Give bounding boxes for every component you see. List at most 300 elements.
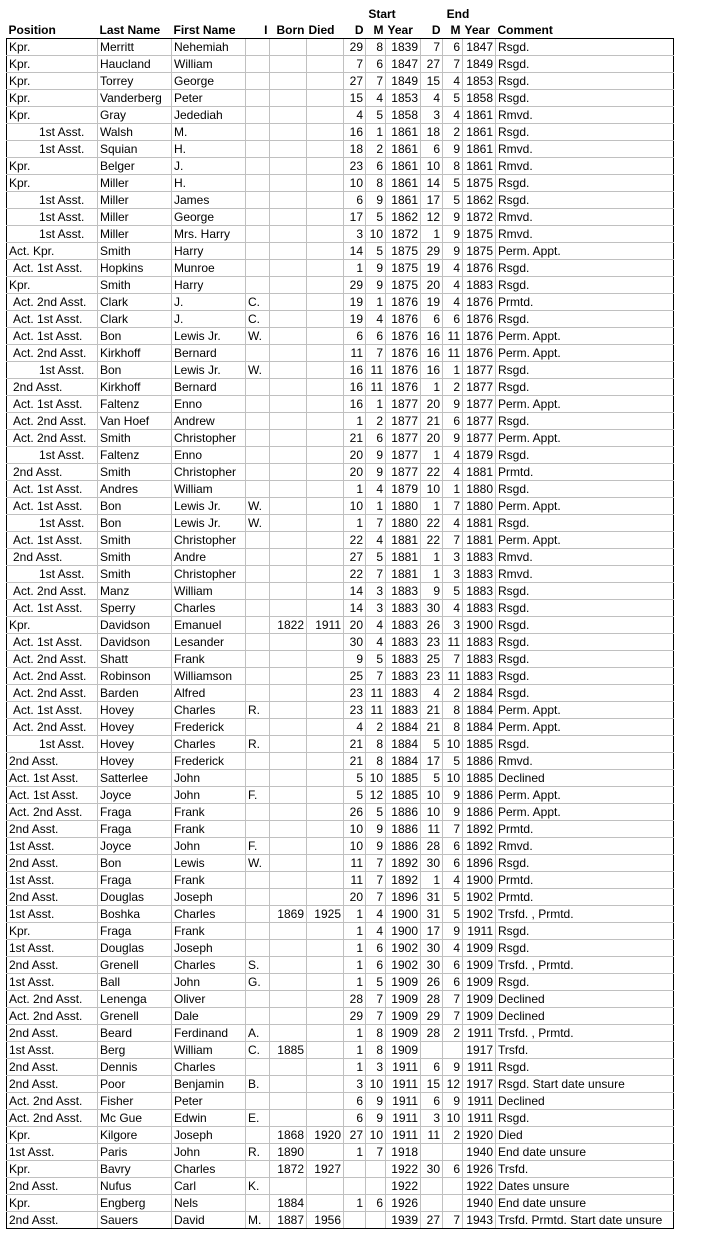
cell-start-day: 6: [344, 1093, 366, 1110]
cell-first-name: Charles: [172, 600, 246, 617]
cell-start-year: 1881: [386, 549, 421, 566]
cell-end-month: [443, 1178, 463, 1195]
cell-end-day: 22: [421, 464, 443, 481]
cell-start-month: 6: [366, 940, 386, 957]
table-row: [7, 1161, 674, 1178]
cell-born: [270, 311, 307, 328]
cell-end-day: 23: [421, 668, 443, 685]
cell-end-month: 10: [443, 770, 463, 787]
cell-start-month: 5: [366, 549, 386, 566]
cell-born: [270, 549, 307, 566]
column-header-end-month: M: [443, 22, 463, 39]
cell-start-day: 15: [344, 90, 366, 107]
cell-born: [270, 702, 307, 719]
cell-last-name: Engberg: [98, 1195, 172, 1212]
cell-end-month: 6: [443, 1161, 463, 1178]
cell-start-year: 1885: [386, 787, 421, 804]
cell-comment: Rsgd.: [496, 651, 674, 668]
cell-died: [307, 73, 344, 90]
cell-start-day: 21: [344, 430, 366, 447]
cell-born: [270, 243, 307, 260]
cell-end-month: 7: [443, 56, 463, 73]
cell-end-day: 17: [421, 192, 443, 209]
cell-last-name: Davidson: [98, 617, 172, 634]
cell-end-month: 3: [443, 566, 463, 583]
cell-start-month: 1: [366, 124, 386, 141]
cell-initial: [246, 447, 270, 464]
cell-first-name: Charles: [172, 1059, 246, 1076]
cell-died: [307, 770, 344, 787]
cell-start-day: 17: [344, 209, 366, 226]
cell-first-name: John: [172, 787, 246, 804]
cell-died: [307, 515, 344, 532]
cell-end-day: 28: [421, 1025, 443, 1042]
cell-died: 1927: [307, 1161, 344, 1178]
cell-last-name: Manz: [98, 583, 172, 600]
cell-comment: Perm. Appt.: [496, 430, 674, 447]
cell-end-day: 16: [421, 362, 443, 379]
cell-start-day: 7: [344, 56, 366, 73]
cell-end-year: 1883: [463, 634, 496, 651]
cell-born: [270, 940, 307, 957]
cell-end-day: 19: [421, 294, 443, 311]
cell-initial: [246, 1127, 270, 1144]
cell-died: [307, 1110, 344, 1127]
cell-start-month: 5: [366, 804, 386, 821]
cell-position: Kpr.: [7, 617, 98, 634]
cell-first-name: Frederick: [172, 753, 246, 770]
cell-initial: [246, 753, 270, 770]
cell-first-name: Lewis: [172, 855, 246, 872]
table-row: [7, 957, 674, 974]
cell-end-month: 10: [443, 1110, 463, 1127]
cell-comment: Prmtd.: [496, 821, 674, 838]
cell-initial: [246, 1059, 270, 1076]
cell-position: Kpr.: [7, 158, 98, 175]
cell-initial: A.: [246, 1025, 270, 1042]
table-row: [7, 1127, 674, 1144]
cell-end-month: 5: [443, 906, 463, 923]
cell-end-day: 28: [421, 991, 443, 1008]
cell-comment: Rsgd.: [496, 260, 674, 277]
cell-comment: Prmtd.: [496, 464, 674, 481]
cell-start-month: 3: [366, 600, 386, 617]
cell-last-name: Robinson: [98, 668, 172, 685]
cell-comment: End date unsure: [496, 1144, 674, 1161]
cell-end-month: 2: [443, 379, 463, 396]
cell-start-month: 6: [366, 158, 386, 175]
cell-position: 2nd Asst.: [7, 1178, 98, 1195]
table-row: [7, 328, 674, 345]
cell-start-month: 9: [366, 277, 386, 294]
cell-end-month: 2: [443, 1025, 463, 1042]
table-row: [7, 991, 674, 1008]
cell-start-year: 1862: [386, 209, 421, 226]
cell-start-month: 7: [366, 872, 386, 889]
cell-comment: Rsgd.: [496, 668, 674, 685]
cell-start-month: 4: [366, 906, 386, 923]
cell-end-month: 9: [443, 1059, 463, 1076]
cell-end-year: 1900: [463, 872, 496, 889]
cell-end-month: 7: [443, 1212, 463, 1229]
table-row: [7, 617, 674, 634]
cell-start-month: 8: [366, 1025, 386, 1042]
cell-end-month: 9: [443, 226, 463, 243]
cell-comment: Trsfd. , Prmtd.: [496, 906, 674, 923]
table-row: [7, 243, 674, 260]
cell-first-name: Frank: [172, 804, 246, 821]
cell-first-name: John: [172, 974, 246, 991]
cell-start-month: 2: [366, 141, 386, 158]
cell-comment: Rsgd.: [496, 617, 674, 634]
column-header-first-name: First Name: [172, 22, 246, 39]
cell-comment: Prmtd.: [496, 294, 674, 311]
cell-end-year: 1858: [463, 90, 496, 107]
cell-last-name: Bon: [98, 855, 172, 872]
cell-end-month: 11: [443, 634, 463, 651]
table-row: [7, 668, 674, 685]
cell-start-month: 9: [366, 260, 386, 277]
cell-position: 1st Asst.: [7, 515, 98, 532]
cell-end-month: 8: [443, 719, 463, 736]
cell-end-day: 15: [421, 73, 443, 90]
cell-last-name: Faltenz: [98, 447, 172, 464]
cell-first-name: Nehemiah: [172, 39, 246, 56]
cell-start-day: 4: [344, 719, 366, 736]
table-row: [7, 1025, 674, 1042]
cell-first-name: Mrs. Harry: [172, 226, 246, 243]
cell-start-day: 26: [344, 804, 366, 821]
cell-end-day: 31: [421, 889, 443, 906]
cell-first-name: William: [172, 56, 246, 73]
cell-end-month: 4: [443, 73, 463, 90]
cell-comment: Rsgd.: [496, 124, 674, 141]
cell-first-name: Frank: [172, 872, 246, 889]
cell-comment: Rsgd.: [496, 192, 674, 209]
cell-end-month: 4: [443, 464, 463, 481]
cell-first-name: Joseph: [172, 1127, 246, 1144]
cell-initial: [246, 770, 270, 787]
cell-died: [307, 736, 344, 753]
cell-start-year: 1877: [386, 464, 421, 481]
cell-last-name: Fraga: [98, 821, 172, 838]
cell-died: [307, 1195, 344, 1212]
cell-start-year: 1876: [386, 379, 421, 396]
cell-start-month: 4: [366, 617, 386, 634]
cell-born: [270, 515, 307, 532]
cell-start-month: 3: [366, 1059, 386, 1076]
cell-comment: Trsfd. Prmtd. Start date unsure: [496, 1212, 674, 1229]
cell-died: [307, 192, 344, 209]
cell-start-day: 10: [344, 175, 366, 192]
cell-comment: Rmvd.: [496, 158, 674, 175]
table-row: [7, 549, 674, 566]
table-row: [7, 277, 674, 294]
cell-end-day: 15: [421, 1076, 443, 1093]
cell-end-day: 1: [421, 872, 443, 889]
cell-born: [270, 770, 307, 787]
cell-died: [307, 838, 344, 855]
cell-initial: [246, 158, 270, 175]
cell-position: Act. 2nd Asst.: [7, 1008, 98, 1025]
cell-end-day: 6: [421, 1059, 443, 1076]
cell-comment: Rsgd.: [496, 923, 674, 940]
cell-initial: [246, 413, 270, 430]
table-row: [7, 515, 674, 532]
cell-start-year: 1883: [386, 600, 421, 617]
cell-start-year: 1861: [386, 141, 421, 158]
table-row: [7, 447, 674, 464]
cell-last-name: Faltenz: [98, 396, 172, 413]
cell-last-name: Smith: [98, 549, 172, 566]
table-row: [7, 1093, 674, 1110]
cell-end-year: 1853: [463, 73, 496, 90]
cell-start-month: 1: [366, 498, 386, 515]
cell-died: [307, 413, 344, 430]
cell-comment: Rsgd.: [496, 362, 674, 379]
cell-end-year: 1881: [463, 515, 496, 532]
cell-end-year: 1875: [463, 243, 496, 260]
cell-start-month: 3: [366, 583, 386, 600]
cell-start-year: 1876: [386, 345, 421, 362]
cell-start-day: 20: [344, 889, 366, 906]
cell-start-year: 1926: [386, 1195, 421, 1212]
cell-start-year: 1861: [386, 192, 421, 209]
cell-last-name: Van Hoef: [98, 413, 172, 430]
cell-first-name: Charles: [172, 906, 246, 923]
cell-start-month: 8: [366, 736, 386, 753]
cell-start-month: 4: [366, 532, 386, 549]
cell-end-month: 4: [443, 277, 463, 294]
cell-last-name: Smith: [98, 464, 172, 481]
cell-end-month: 4: [443, 294, 463, 311]
cell-start-year: 1877: [386, 430, 421, 447]
cell-born: [270, 464, 307, 481]
cell-initial: [246, 1093, 270, 1110]
cell-first-name: John: [172, 838, 246, 855]
cell-first-name: Christopher: [172, 566, 246, 583]
cell-start-year: 1839: [386, 39, 421, 56]
cell-died: [307, 651, 344, 668]
cell-start-day: 27: [344, 1127, 366, 1144]
cell-born: [270, 430, 307, 447]
cell-first-name: William: [172, 1042, 246, 1059]
cell-died: [307, 600, 344, 617]
cell-initial: [246, 634, 270, 651]
cell-end-year: 1883: [463, 277, 496, 294]
cell-died: [307, 753, 344, 770]
cell-end-day: [421, 1195, 443, 1212]
cell-end-year: 1883: [463, 549, 496, 566]
cell-comment: Rsgd.: [496, 447, 674, 464]
cell-start-year: 1879: [386, 481, 421, 498]
cell-end-day: 1: [421, 549, 443, 566]
cell-born: [270, 719, 307, 736]
cell-first-name: John: [172, 770, 246, 787]
cell-initial: [246, 226, 270, 243]
cell-comment: Perm. Appt.: [496, 532, 674, 549]
cell-end-day: 6: [421, 141, 443, 158]
cell-end-year: 1911: [463, 1059, 496, 1076]
cell-initial: F.: [246, 787, 270, 804]
cell-start-month: 6: [366, 56, 386, 73]
cell-died: [307, 923, 344, 940]
cell-end-day: 20: [421, 396, 443, 413]
cell-born: [270, 583, 307, 600]
cell-last-name: Fraga: [98, 804, 172, 821]
cell-born: 1869: [270, 906, 307, 923]
cell-comment: Declined: [496, 1093, 674, 1110]
cell-initial: B.: [246, 1076, 270, 1093]
table-row: [7, 566, 674, 583]
cell-died: [307, 804, 344, 821]
cell-died: [307, 1144, 344, 1161]
cell-end-day: 1: [421, 226, 443, 243]
table-row: [7, 736, 674, 753]
header-row-group: [7, 6, 674, 22]
cell-last-name: Andres: [98, 481, 172, 498]
cell-initial: [246, 90, 270, 107]
cell-end-year: 1861: [463, 158, 496, 175]
cell-initial: [246, 260, 270, 277]
cell-end-day: 21: [421, 719, 443, 736]
cell-born: [270, 821, 307, 838]
cell-born: [270, 651, 307, 668]
cell-start-year: 1877: [386, 413, 421, 430]
cell-start-year: 1883: [386, 651, 421, 668]
cell-died: [307, 1178, 344, 1195]
cell-born: [270, 379, 307, 396]
cell-first-name: Frank: [172, 923, 246, 940]
cell-start-year: 1900: [386, 906, 421, 923]
table-row: [7, 1212, 674, 1229]
cell-born: 1884: [270, 1195, 307, 1212]
cell-died: 1911: [307, 617, 344, 634]
cell-start-month: 11: [366, 379, 386, 396]
cell-born: 1887: [270, 1212, 307, 1229]
cell-start-year: 1911: [386, 1127, 421, 1144]
cell-comment: Rsgd.: [496, 1059, 674, 1076]
cell-end-year: 1922: [463, 1178, 496, 1195]
cell-died: [307, 345, 344, 362]
cell-end-year: 1883: [463, 566, 496, 583]
cell-position: Act. 1st Asst.: [7, 600, 98, 617]
cell-first-name: Bernard: [172, 345, 246, 362]
cell-comment: Rsgd.: [496, 974, 674, 991]
cell-initial: [246, 719, 270, 736]
cell-died: [307, 209, 344, 226]
cell-end-day: 25: [421, 651, 443, 668]
cell-end-year: 1876: [463, 294, 496, 311]
cell-first-name: Christopher: [172, 464, 246, 481]
cell-died: [307, 719, 344, 736]
cell-comment: Trsfd. , Prmtd.: [496, 1025, 674, 1042]
cell-start-month: 6: [366, 430, 386, 447]
cell-end-day: 30: [421, 940, 443, 957]
cell-start-day: 14: [344, 600, 366, 617]
cell-position: Act. 1st Asst.: [7, 532, 98, 549]
cell-initial: R.: [246, 736, 270, 753]
cell-position: Act. 1st Asst.: [7, 311, 98, 328]
table-row: [7, 838, 674, 855]
cell-last-name: Davidson: [98, 634, 172, 651]
cell-start-year: 1883: [386, 617, 421, 634]
cell-last-name: Douglas: [98, 940, 172, 957]
cell-born: [270, 889, 307, 906]
cell-comment: Rsgd.: [496, 736, 674, 753]
cell-last-name: Hopkins: [98, 260, 172, 277]
table-row: [7, 464, 674, 481]
start-group-label: Start: [368, 7, 396, 21]
cell-end-day: 11: [421, 821, 443, 838]
cell-end-month: 9: [443, 430, 463, 447]
column-header-born: Born: [270, 22, 307, 39]
cell-start-year: 1876: [386, 294, 421, 311]
cell-start-year: 1885: [386, 770, 421, 787]
cell-last-name: Nufus: [98, 1178, 172, 1195]
cell-last-name: Miller: [98, 209, 172, 226]
cell-start-month: 4: [366, 481, 386, 498]
table-body: [7, 39, 674, 1229]
cell-end-year: 1917: [463, 1076, 496, 1093]
cell-end-month: 5: [443, 889, 463, 906]
cell-last-name: Kirkhoff: [98, 345, 172, 362]
cell-end-month: 3: [443, 549, 463, 566]
cell-start-year: 1922: [386, 1178, 421, 1195]
cell-died: [307, 1093, 344, 1110]
cell-initial: S.: [246, 957, 270, 974]
cell-start-year: 1883: [386, 668, 421, 685]
cell-start-day: 23: [344, 158, 366, 175]
cell-born: [270, 73, 307, 90]
cell-first-name: Andre: [172, 549, 246, 566]
cell-last-name: Barden: [98, 685, 172, 702]
cell-end-month: 2: [443, 124, 463, 141]
cell-end-month: 4: [443, 260, 463, 277]
cell-position: Act. 2nd Asst.: [7, 804, 98, 821]
cell-first-name: Dale: [172, 1008, 246, 1025]
cell-comment: Rmvd.: [496, 209, 674, 226]
cell-end-day: 22: [421, 515, 443, 532]
cell-first-name: George: [172, 73, 246, 90]
table-row: [7, 1178, 674, 1195]
cell-position: Act. 2nd Asst.: [7, 991, 98, 1008]
cell-start-year: 1872: [386, 226, 421, 243]
cell-start-day: 23: [344, 685, 366, 702]
cell-start-year: 1896: [386, 889, 421, 906]
table-row: [7, 90, 674, 107]
column-header-start-day: D: [344, 22, 366, 39]
cell-position: 1st Asst.: [7, 141, 98, 158]
column-header-last-name: Last Name: [98, 22, 172, 39]
cell-end-month: 7: [443, 532, 463, 549]
cell-comment: Rsgd.: [496, 515, 674, 532]
cell-start-month: 7: [366, 1008, 386, 1025]
table-row: [7, 56, 674, 73]
cell-start-day: 25: [344, 668, 366, 685]
cell-comment: Declined: [496, 770, 674, 787]
cell-initial: [246, 821, 270, 838]
cell-first-name: David: [172, 1212, 246, 1229]
cell-position: Kpr.: [7, 90, 98, 107]
cell-comment: Rsgd.: [496, 583, 674, 600]
cell-end-month: [443, 1195, 463, 1212]
cell-start-day: 3: [344, 1076, 366, 1093]
cell-died: 1925: [307, 906, 344, 923]
cell-born: 1885: [270, 1042, 307, 1059]
cell-last-name: Paris: [98, 1144, 172, 1161]
cell-position: Kpr.: [7, 923, 98, 940]
